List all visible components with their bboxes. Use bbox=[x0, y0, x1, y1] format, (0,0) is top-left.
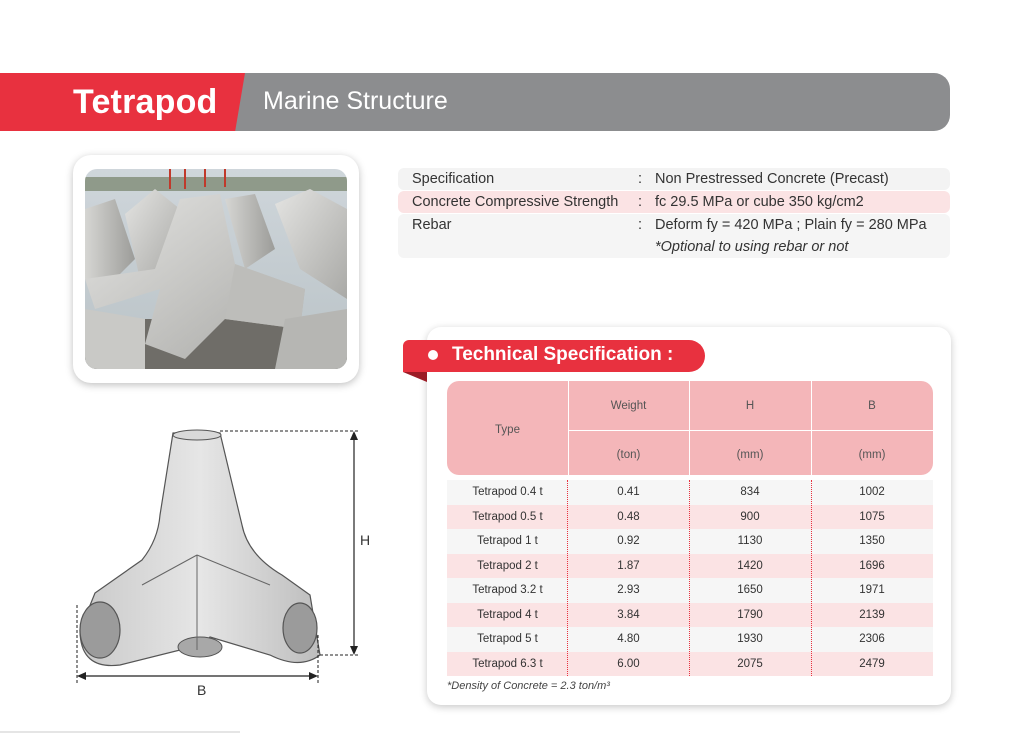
cell-weight: 0.41 bbox=[617, 486, 640, 498]
height-dimension-label: H bbox=[360, 532, 371, 548]
cell-b: 1696 bbox=[859, 559, 885, 572]
spec-value: Non Prestressed Concrete (Precast) bbox=[655, 171, 889, 187]
tetrapod-photo-card bbox=[73, 155, 359, 383]
cell-b: 2139 bbox=[859, 608, 885, 621]
cell-h: 1130 bbox=[737, 535, 763, 547]
cell-weight: 0.92 bbox=[617, 535, 640, 547]
table-row bbox=[447, 578, 933, 603]
spec-value: fc 29.5 MPa or cube 350 kg/cm2 bbox=[655, 194, 864, 210]
spec-row-compressive-strength bbox=[398, 191, 950, 213]
cell-type: Tetrapod 0.5 t bbox=[472, 510, 543, 523]
cell-type: Tetrapod 3.2 t bbox=[472, 584, 543, 596]
tetrapod-drawing bbox=[70, 425, 400, 710]
column-header-b: B bbox=[868, 400, 876, 412]
cell-b: 1002 bbox=[859, 486, 885, 498]
header-divider-horizontal bbox=[568, 430, 933, 431]
table-header bbox=[447, 381, 933, 475]
spec-colon: : bbox=[638, 171, 643, 187]
tetrapod-photo bbox=[85, 169, 347, 369]
cell-type: Tetrapod 1 t bbox=[477, 535, 538, 547]
cell-b: 2479 bbox=[859, 657, 885, 670]
column-unit-h: (mm) bbox=[736, 449, 764, 461]
cell-b: 1971 bbox=[859, 584, 885, 596]
cell-h: 834 bbox=[740, 486, 760, 498]
column-header-weight: Weight bbox=[610, 400, 647, 412]
cell-h: 1930 bbox=[737, 633, 763, 645]
bottom-divider bbox=[0, 731, 240, 733]
base-dimension-label: B bbox=[197, 682, 207, 698]
table-row bbox=[447, 505, 933, 530]
technical-specification-title: Technical Specification : bbox=[452, 344, 674, 365]
cell-h: 1420 bbox=[737, 559, 763, 572]
header-banner bbox=[0, 73, 950, 131]
column-header-h: H bbox=[745, 400, 755, 412]
table-row bbox=[447, 652, 933, 677]
table-row bbox=[447, 627, 933, 652]
cell-h: 2075 bbox=[737, 657, 763, 670]
cell-type: Tetrapod 0.4 t bbox=[472, 486, 543, 498]
cell-weight: 3.84 bbox=[617, 608, 640, 621]
cell-weight: 1.87 bbox=[617, 559, 640, 572]
cell-b: 1075 bbox=[859, 510, 885, 523]
table-row bbox=[447, 480, 933, 505]
table-row bbox=[447, 529, 933, 554]
page-subtitle: Marine Structure bbox=[263, 87, 448, 115]
spec-colon: : bbox=[638, 194, 643, 210]
table-body bbox=[447, 480, 933, 676]
column-divider bbox=[811, 480, 812, 676]
column-divider bbox=[567, 480, 568, 676]
spec-row-specification bbox=[398, 168, 950, 190]
tab-fold bbox=[403, 372, 427, 382]
cell-type: Tetrapod 5 t bbox=[477, 633, 538, 645]
spec-label: Rebar bbox=[412, 217, 452, 233]
cell-b: 1350 bbox=[859, 535, 885, 547]
column-divider bbox=[689, 480, 690, 676]
cell-weight: 4.80 bbox=[617, 633, 640, 645]
spec-colon: : bbox=[638, 217, 643, 233]
cell-type: Tetrapod 4 t bbox=[477, 608, 538, 621]
spec-note: *Optional to using rebar or not bbox=[655, 239, 849, 255]
cell-weight: 2.93 bbox=[617, 584, 640, 596]
column-unit-b: (mm) bbox=[858, 449, 886, 461]
cell-h: 900 bbox=[740, 510, 760, 523]
cell-b: 2306 bbox=[859, 633, 885, 645]
page-title: Tetrapod bbox=[73, 83, 218, 121]
cell-weight: 0.48 bbox=[617, 510, 640, 523]
cell-h: 1650 bbox=[737, 584, 763, 596]
spec-label: Concrete Compressive Strength bbox=[412, 194, 619, 210]
column-header-type: Type bbox=[495, 424, 520, 436]
cell-type: Tetrapod 6.3 t bbox=[472, 657, 543, 670]
specification-list bbox=[398, 168, 950, 259]
table-row bbox=[447, 603, 933, 628]
cell-weight: 6.00 bbox=[617, 657, 640, 670]
cell-h: 1790 bbox=[737, 608, 763, 621]
table-row bbox=[447, 554, 933, 579]
spec-row-rebar bbox=[398, 214, 950, 258]
density-footnote: *Density of Concrete = 2.3 ton/m³ bbox=[447, 680, 610, 692]
tetrapod-dimension-diagram bbox=[70, 425, 400, 710]
cell-type: Tetrapod 2 t bbox=[477, 559, 538, 572]
spec-label: Specification bbox=[412, 171, 495, 187]
bullet-dot-icon bbox=[428, 350, 438, 360]
column-unit-weight: (ton) bbox=[616, 449, 641, 461]
spec-value: Deform fy = 420 MPa ; Plain fy = 280 MPa bbox=[655, 217, 927, 233]
